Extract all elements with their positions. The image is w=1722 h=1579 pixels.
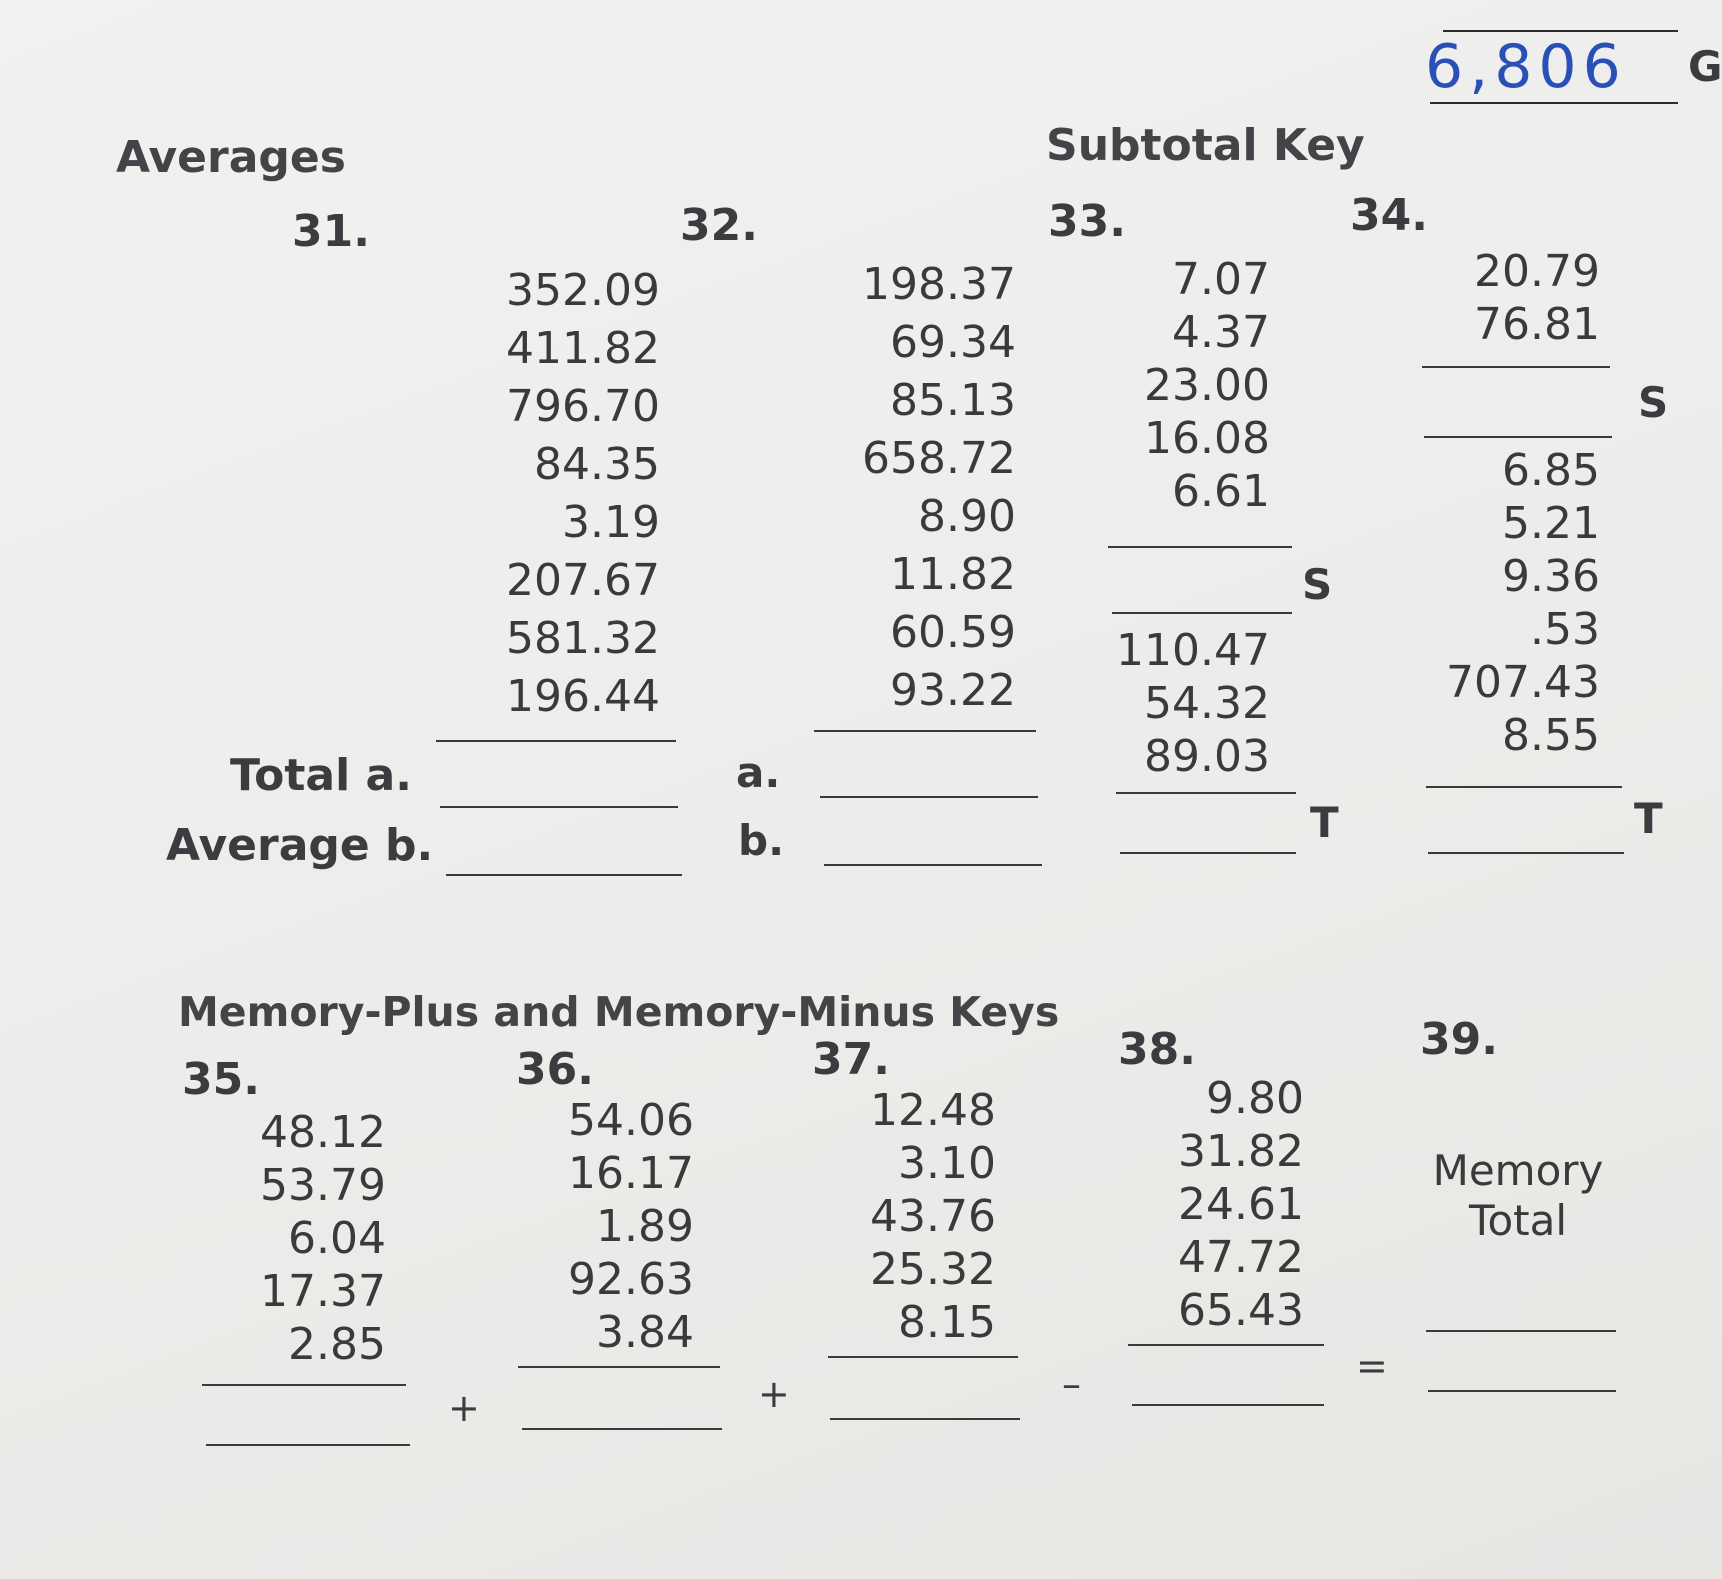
value: 3.10 bbox=[898, 1138, 996, 1189]
p31-total-blank[interactable] bbox=[440, 806, 678, 808]
problem-number-31: 31. bbox=[292, 206, 370, 257]
problem-37-values bbox=[842, 1084, 996, 1349]
p35-answer-blank[interactable] bbox=[206, 1444, 410, 1446]
p32-sum-line bbox=[814, 730, 1036, 732]
p34-subtotal-blank[interactable] bbox=[1424, 436, 1612, 438]
p38-sum-line bbox=[1128, 1344, 1324, 1346]
value: 658.72 bbox=[862, 433, 1016, 484]
total-a-label: Total a. bbox=[230, 750, 412, 801]
p33-subtotal-blank[interactable] bbox=[1112, 612, 1292, 614]
handwritten-answer: 6,806 bbox=[1425, 32, 1627, 102]
average-b-label: Average b. bbox=[166, 820, 434, 871]
problem-number-32: 32. bbox=[680, 200, 758, 251]
p31-average-blank[interactable] bbox=[446, 874, 682, 876]
memory-total-label bbox=[1430, 1146, 1606, 1246]
handwritten-answer-line bbox=[1430, 102, 1678, 104]
value: 25.32 bbox=[870, 1244, 996, 1295]
p35-sum-line bbox=[202, 1384, 406, 1386]
p37-answer-blank[interactable] bbox=[830, 1418, 1020, 1420]
problem-number-38: 38. bbox=[1118, 1024, 1196, 1075]
value: 11.82 bbox=[890, 549, 1016, 600]
value: 5.21 bbox=[1502, 498, 1600, 549]
value: .53 bbox=[1530, 604, 1600, 655]
memory-keys-heading: Memory-Plus and Memory-Minus Keys bbox=[178, 988, 1060, 1036]
value: 352.09 bbox=[506, 265, 660, 316]
problem-number-37: 37. bbox=[812, 1034, 890, 1085]
value: 17.37 bbox=[260, 1266, 386, 1317]
p33-total-line bbox=[1116, 792, 1296, 794]
value: 69.34 bbox=[890, 317, 1016, 368]
problem-33-values-before-subtotal bbox=[1100, 253, 1270, 518]
plus-operator: + bbox=[448, 1386, 480, 1430]
value: 581.32 bbox=[506, 613, 660, 664]
equals-operator: = bbox=[1356, 1344, 1388, 1388]
p33-s-marker: S bbox=[1302, 560, 1333, 609]
p32-total-blank[interactable] bbox=[820, 796, 1038, 798]
value: 1.89 bbox=[596, 1201, 694, 1252]
subtotal-key-heading: Subtotal Key bbox=[1046, 120, 1365, 171]
value: 2.85 bbox=[288, 1319, 386, 1370]
value: 60.59 bbox=[890, 607, 1016, 658]
value: 23.00 bbox=[1144, 360, 1270, 411]
value: 93.22 bbox=[890, 665, 1016, 716]
edge-letter: G bbox=[1688, 42, 1722, 91]
p34-total-blank[interactable] bbox=[1428, 852, 1624, 854]
problem-number-33: 33. bbox=[1048, 196, 1126, 247]
p39-top-line bbox=[1426, 1330, 1616, 1332]
value: 3.19 bbox=[562, 497, 660, 548]
problem-number-35: 35. bbox=[182, 1054, 260, 1105]
problem-38-values bbox=[1150, 1072, 1304, 1337]
value: 92.63 bbox=[568, 1254, 694, 1305]
value: 16.17 bbox=[568, 1148, 694, 1199]
value: 84.35 bbox=[534, 439, 660, 490]
value: 9.36 bbox=[1502, 551, 1600, 602]
value: 8.90 bbox=[918, 491, 1016, 542]
value: 54.06 bbox=[568, 1095, 694, 1146]
p34-total-line bbox=[1426, 786, 1622, 788]
value: 8.15 bbox=[898, 1297, 996, 1348]
value: 6.04 bbox=[288, 1213, 386, 1264]
value: 110.47 bbox=[1116, 625, 1270, 676]
p39-answer-blank[interactable] bbox=[1428, 1390, 1616, 1392]
value: 411.82 bbox=[506, 323, 660, 374]
value: 6.61 bbox=[1172, 466, 1270, 517]
value: 796.70 bbox=[506, 381, 660, 432]
value: 6.85 bbox=[1502, 445, 1600, 496]
value: 3.84 bbox=[596, 1307, 694, 1358]
value: 707.43 bbox=[1446, 657, 1600, 708]
value: 76.81 bbox=[1474, 299, 1600, 350]
p34-t-marker: T bbox=[1634, 794, 1663, 843]
problem-34-values-after-subtotal bbox=[1420, 444, 1600, 762]
value: 16.08 bbox=[1144, 413, 1270, 464]
value: 9.80 bbox=[1206, 1073, 1304, 1124]
total-label: Total bbox=[1468, 1196, 1568, 1245]
value: 54.32 bbox=[1144, 678, 1270, 729]
p36-answer-blank[interactable] bbox=[522, 1428, 722, 1430]
p32-a-label: a. bbox=[736, 748, 781, 797]
p37-sum-line bbox=[828, 1356, 1018, 1358]
minus-operator: – bbox=[1062, 1362, 1081, 1406]
value: 48.12 bbox=[260, 1107, 386, 1158]
problem-number-36: 36. bbox=[516, 1044, 594, 1095]
value: 47.72 bbox=[1178, 1232, 1304, 1283]
p32-b-label: b. bbox=[738, 816, 785, 865]
p31-sum-line bbox=[436, 740, 676, 742]
p34-subtotal-line bbox=[1422, 366, 1610, 368]
p33-subtotal-line bbox=[1108, 546, 1292, 548]
value: 196.44 bbox=[506, 671, 660, 722]
value: 198.37 bbox=[862, 259, 1016, 310]
value: 12.48 bbox=[870, 1085, 996, 1136]
value: 207.67 bbox=[506, 555, 660, 606]
value: 7.07 bbox=[1172, 254, 1270, 305]
problem-33-values-after-subtotal bbox=[1100, 624, 1270, 783]
p36-sum-line bbox=[518, 1366, 720, 1368]
value: 31.82 bbox=[1178, 1126, 1304, 1177]
value: 4.37 bbox=[1172, 307, 1270, 358]
value: 20.79 bbox=[1474, 246, 1600, 297]
value: 24.61 bbox=[1178, 1179, 1304, 1230]
value: 85.13 bbox=[890, 375, 1016, 426]
problem-36-values bbox=[540, 1094, 694, 1359]
value: 53.79 bbox=[260, 1160, 386, 1211]
p34-s-marker: S bbox=[1638, 378, 1669, 427]
value: 65.43 bbox=[1178, 1285, 1304, 1336]
p33-t-marker: T bbox=[1310, 798, 1339, 847]
p38-answer-blank[interactable] bbox=[1132, 1404, 1324, 1406]
problem-35-values bbox=[232, 1106, 386, 1371]
p33-total-blank[interactable] bbox=[1120, 852, 1296, 854]
value: 8.55 bbox=[1502, 710, 1600, 761]
p32-average-blank[interactable] bbox=[824, 864, 1042, 866]
memory-label: Memory bbox=[1432, 1146, 1604, 1195]
plus-operator: + bbox=[758, 1372, 790, 1416]
averages-heading: Averages bbox=[116, 132, 346, 183]
value: 43.76 bbox=[870, 1191, 996, 1242]
value: 89.03 bbox=[1144, 731, 1270, 782]
problem-number-39: 39. bbox=[1420, 1014, 1498, 1065]
problem-32-values bbox=[800, 256, 1016, 720]
problem-31-values bbox=[470, 262, 660, 726]
problem-number-34: 34. bbox=[1350, 190, 1428, 241]
problem-34-values-before-subtotal bbox=[1420, 245, 1600, 351]
